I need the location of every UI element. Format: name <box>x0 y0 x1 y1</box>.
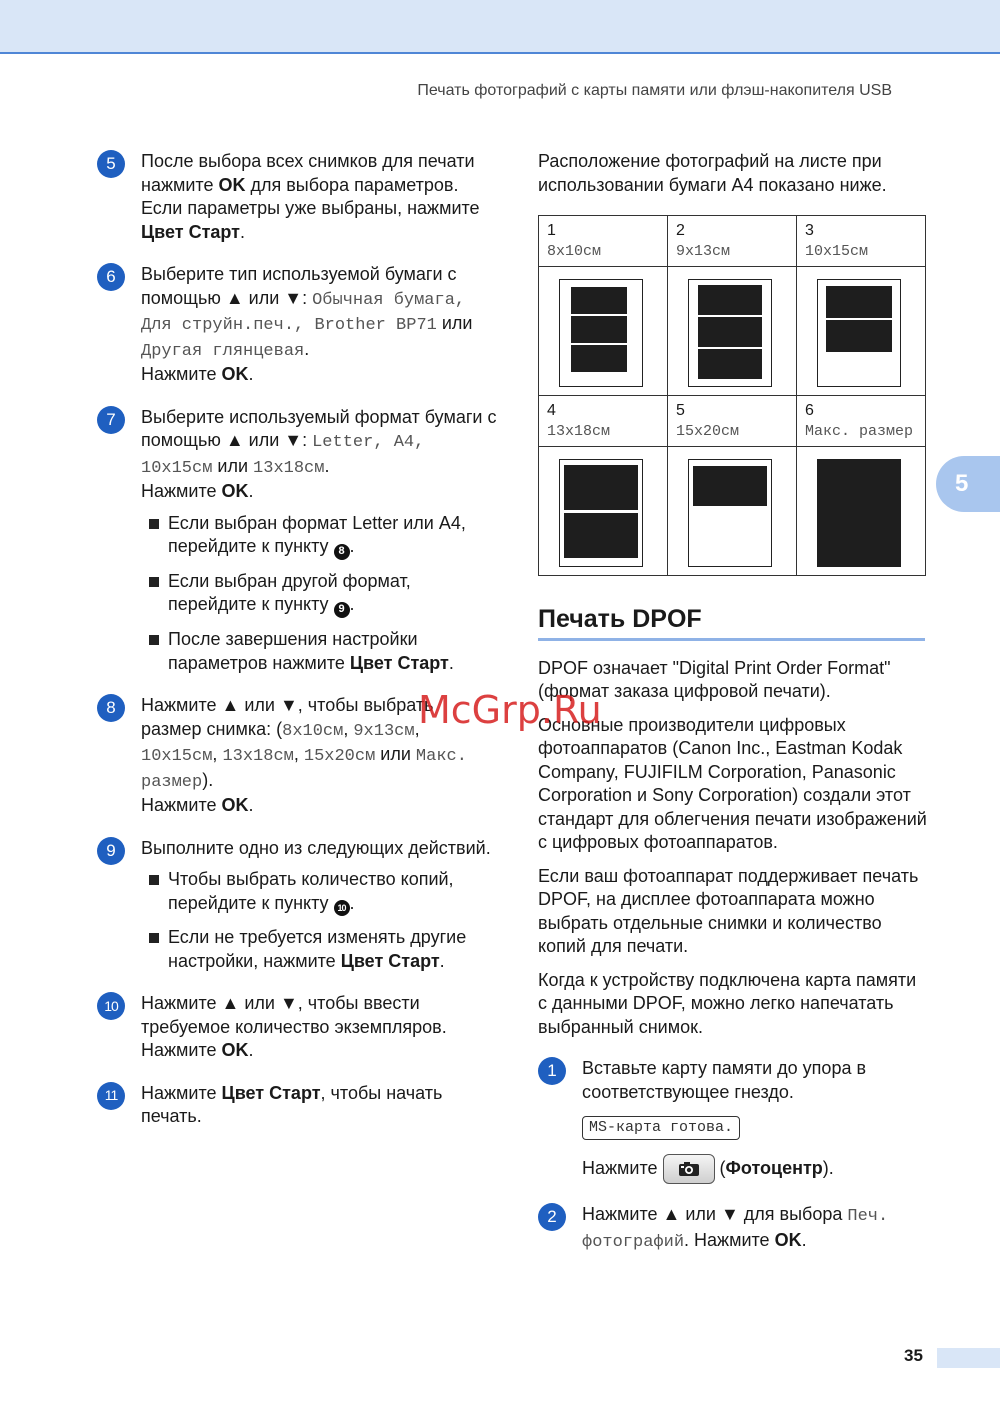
dpof-step-2 <box>538 1203 930 1254</box>
paper-sheet <box>688 279 772 387</box>
chapter-tab: 5 <box>936 456 1000 512</box>
step-number: 9 <box>97 837 125 865</box>
running-head: Печать фотографий с карты памяти или флэш-накопителя USB <box>417 82 892 99</box>
layout-intro: Расположение фотографий на листе при использовании бумаги A4 показано ниже. <box>538 151 887 195</box>
paragraph: Основные производители цифровых фотоаппаратов (Canon Inc., Eastman Kodak Company, FUJIFILM Corporation, Panasonic Corporation и Sony Corporation) создали этот стандарт для облегчения печати изображений с цифровых фотоаппаратов. <box>538 714 927 852</box>
layout-cell-label: 3 10x15см <box>797 216 926 267</box>
bullet-list <box>141 868 497 973</box>
print-layout-table <box>538 215 926 576</box>
step-text: После выбора всех снимков для печати нажмите OK для выбора параметров. <box>141 151 475 195</box>
paragraph: Если ваш фотоаппарат поддерживает печать DPOF, на дисплее фотоаппарата можно выбрать отдельные снимки и количество копий для печати. <box>538 865 919 956</box>
top-band <box>0 0 1000 54</box>
step-number: 7 <box>97 406 125 434</box>
step-number: 1 <box>538 1057 566 1085</box>
paper-sheet <box>559 279 643 387</box>
step-ref-circle: 9 <box>334 602 350 618</box>
step-text: Нажмите ▲ или ▼ для выбора Печ. фотографий. Нажмите OK. <box>582 1204 889 1252</box>
lcd-message: MS-карта готова. <box>582 1116 740 1140</box>
layout-illustration <box>668 447 797 576</box>
bullet-item: Чтобы выбрать количество копий, перейдите к пункту 10 . <box>141 868 497 916</box>
bullet-list <box>141 512 497 676</box>
step-text: Выполните одно из следующих действий. <box>141 837 491 858</box>
layout-illustration <box>797 447 926 576</box>
watermark: McGrp.Ru <box>418 688 602 732</box>
page-number: 35 <box>904 1346 923 1365</box>
paper-sheet <box>559 459 643 567</box>
step-9 <box>97 837 497 974</box>
layout-illustration <box>668 267 797 396</box>
page-number-bar <box>937 1348 1000 1368</box>
bullet-item: После завершения настройки параметров нажмите Цвет Старт. <box>141 628 497 675</box>
layout-illustration <box>539 267 668 396</box>
step-text: Вставьте карту памяти до упора в соответствующее гнездо. <box>582 1058 867 1102</box>
step-text: Нажмите ▲ или ▼, чтобы выбрать размер снимка: (8x10см, 9x13см, 10x15см, 13x18см, 15x20см или Макс. размер). <box>141 695 467 792</box>
paper-sheet <box>688 459 772 567</box>
photo-capture-button[interactable] <box>663 1154 715 1184</box>
step-text: Нажмите (Фотоцентр). <box>582 1154 930 1184</box>
step-text: Выберите используемый формат бумаги с помощью ▲ или ▼: Letter, A4, 10x15см или 13x18см. <box>141 406 497 478</box>
layout-cell-label: 1 8x10см <box>539 216 668 267</box>
step-number: 8 <box>97 694 125 722</box>
bullet-item: Если выбран другой формат, перейдите к пункту 9 . <box>141 570 497 618</box>
step-number: 6 <box>97 263 125 291</box>
step-text: Нажмите ▲ или ▼, чтобы ввести требуемое количество экземпляров. <box>141 993 447 1037</box>
step-ref-circle: 8 <box>334 544 350 560</box>
left-column <box>97 150 497 1148</box>
step-text: Если параметры уже выбраны, нажмите Цвет Старт. <box>141 198 480 242</box>
step-text: Нажмите OK. <box>141 795 254 815</box>
step-text: Нажмите OK. <box>141 1040 254 1061</box>
step-5 <box>97 150 497 244</box>
step-number: 11 <box>97 1082 125 1110</box>
camera-icon <box>678 1161 700 1177</box>
paper-sheet <box>817 279 901 387</box>
step-6 <box>97 263 497 387</box>
step-11 <box>97 1082 497 1129</box>
step-ref-circle: 10 <box>334 900 350 916</box>
layout-cell-label: 6 Макс. размер <box>797 396 926 447</box>
bullet-item: Если не требуется изменять другие настройки, нажмите Цвет Старт. <box>141 926 497 973</box>
bullet-item: Если выбран формат Letter или A4, перейдите к пункту 8 . <box>141 512 497 560</box>
step-7 <box>97 406 497 676</box>
step-10 <box>97 992 497 1063</box>
section-heading: Печать DPOF <box>538 608 925 641</box>
step-text: Нажмите OK. <box>141 481 254 501</box>
layout-illustration <box>797 267 926 396</box>
paragraph: Когда к устройству подключена карта памяти с данными DPOF, можно легко напечатать выбранный снимок. <box>538 969 917 1037</box>
paper-sheet <box>817 459 901 567</box>
layout-cell-label: 2 9x13см <box>668 216 797 267</box>
layout-cell-label: 4 13x18см <box>539 396 668 447</box>
paragraph: DPOF означает "Digital Print Order Format" (формат заказа цифровой печати). <box>538 657 891 701</box>
step-number: 2 <box>538 1203 566 1231</box>
step-text: Нажмите OK. <box>141 364 254 384</box>
step-number: 10 <box>97 992 125 1020</box>
step-number: 5 <box>97 150 125 178</box>
layout-illustration <box>539 447 668 576</box>
layout-cell-label: 5 15x20см <box>668 396 797 447</box>
dpof-step-1 <box>538 1057 930 1184</box>
step-text: Выберите тип используемой бумаги с помощью ▲ или ▼: Обычная бумага, Для струйн.печ., Brother BP71 или Другая глянцевая. <box>141 264 473 361</box>
step-text: Нажмите Цвет Старт, чтобы начать печать. <box>141 1082 443 1127</box>
